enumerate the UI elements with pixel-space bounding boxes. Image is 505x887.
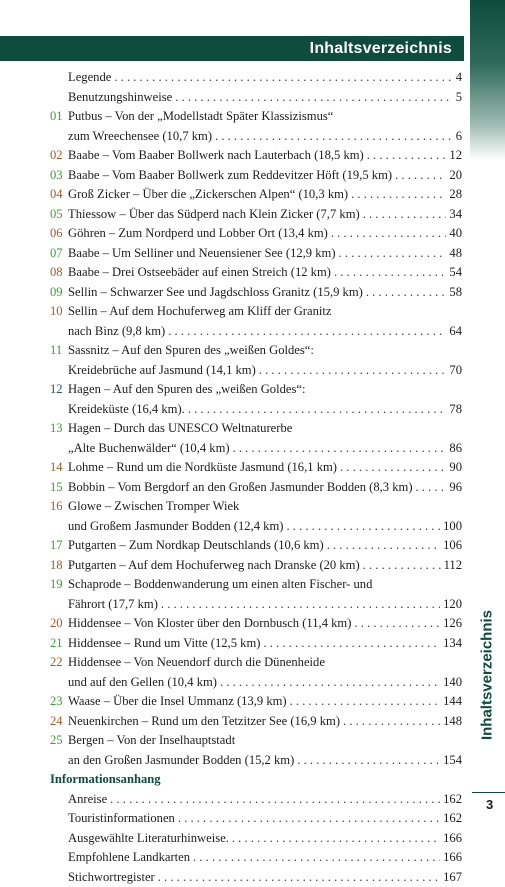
toc-page-number: 144 [443, 692, 462, 712]
toc-entry-title: Bergen – Von der Inselhauptstadt [68, 731, 235, 751]
toc-entry-title: und Großem Jasmunder Bodden (12,4 km) [68, 517, 283, 537]
toc-dot-leader [286, 517, 440, 537]
toc-entry-title: Stichwortregister [68, 868, 155, 887]
toc-dot-leader [259, 361, 447, 381]
toc-entry-title: Ausgewählte Literaturhinweise. [68, 829, 229, 849]
toc-tour-number: 21 [50, 634, 68, 654]
toc-page-number: 28 [449, 185, 462, 205]
toc-row[interactable] [50, 673, 462, 693]
toc-row[interactable] [50, 205, 462, 225]
toc-row[interactable] [50, 244, 462, 264]
toc-row[interactable] [50, 712, 462, 732]
toc-entry-title: Hagen – Durch das UNESCO Weltnaturerbe [68, 419, 292, 439]
toc-row[interactable] [50, 341, 462, 361]
toc-page-number: 106 [443, 536, 462, 556]
toc-dot-leader [343, 712, 440, 732]
toc-page-number: 64 [449, 322, 462, 342]
toc-row[interactable] [50, 497, 462, 517]
toc-entry-title: Anreise [68, 790, 107, 810]
toc-page-number: 54 [449, 263, 462, 283]
toc-page-number: 162 [443, 809, 462, 829]
toc-row[interactable] [50, 302, 462, 322]
page-number-rule [472, 792, 505, 793]
toc-page-number: 148 [443, 712, 462, 732]
toc-entry-title: Sellin – Schwarzer See und Jagdschloss Granitz (15,9 km) [68, 283, 363, 303]
toc-row[interactable] [50, 380, 462, 400]
toc-row[interactable] [50, 68, 462, 88]
toc-row[interactable] [50, 166, 462, 186]
toc-tour-number: 18 [50, 556, 68, 576]
toc-dot-leader [175, 88, 452, 108]
toc-entry-title: Hagen – Auf den Spuren des „weißen Goldes“: [68, 380, 305, 400]
toc-row[interactable] [50, 731, 462, 751]
toc-dot-leader [178, 809, 440, 829]
toc-dot-leader [339, 244, 447, 264]
toc-row[interactable] [50, 634, 462, 654]
toc-row[interactable] [50, 185, 462, 205]
toc-page-number: 100 [443, 517, 462, 537]
toc-dot-leader [232, 829, 440, 849]
toc-row[interactable] [50, 263, 462, 283]
side-section-label [472, 585, 502, 765]
toc-entry-title: zum Wreechensee (10,7 km) [68, 127, 212, 147]
toc-tour-number: 06 [50, 224, 68, 244]
toc-row[interactable] [50, 595, 462, 615]
toc-page-number: 20 [449, 166, 462, 186]
toc-row[interactable] [50, 536, 462, 556]
toc-row[interactable] [50, 146, 462, 166]
toc-entry-title: Schaprode – Boddenwanderung um einen alten Fischer- und [68, 575, 372, 595]
page-title: Inhaltsverzeichnis [310, 36, 452, 61]
toc-row[interactable] [50, 556, 462, 576]
toc-dot-leader [215, 127, 453, 147]
toc-tour-number: 11 [50, 341, 68, 361]
toc-page-number: 12 [449, 146, 462, 166]
toc-tour-number: 20 [50, 614, 68, 634]
toc-dot-leader [193, 848, 440, 868]
toc-row[interactable] [50, 517, 462, 537]
toc-entry-title: Legende [68, 68, 111, 88]
side-tab-gradient [470, 0, 505, 160]
toc-dot-leader [340, 458, 446, 478]
toc-tour-number: 08 [50, 263, 68, 283]
toc-tour-number: 12 [50, 380, 68, 400]
toc-dot-leader [351, 185, 446, 205]
side-label-text: Inhaltsverzeichnis [479, 610, 496, 740]
header-bar [0, 36, 464, 61]
toc-page-number: 90 [449, 458, 462, 478]
toc-tour-number: 17 [50, 536, 68, 556]
toc-entry-title: Kreideküste (16,4 km). [68, 400, 185, 420]
toc-page-number: 167 [443, 868, 462, 887]
toc-entry-title: Putgarten – Zum Nordkap Deutschlands (10,6 km) [68, 536, 324, 556]
toc-entry-title: Hiddensee – Von Neuendorf durch die Dünenheide [68, 653, 325, 673]
toc-entry-title: Putbus – Von der „Modellstadt Später Klassizismus“ [68, 107, 333, 127]
toc-entry-title: Baabe – Vom Baaber Bollwerk zum Reddevitzer Höft (19,5 km) [68, 166, 392, 186]
toc-entry-title: Neuenkirchen – Rund um den Tetzitzer See (16,9 km) [68, 712, 340, 732]
toc-entry-title: Göhren – Zum Nordperd und Lobber Ort (13,4 km) [68, 224, 328, 244]
toc-row[interactable] [50, 829, 462, 849]
toc-entry-title: Bobbin – Vom Bergdorf an den Großen Jasmunder Bodden (8,3 km) [68, 478, 413, 498]
toc-dot-leader [334, 263, 446, 283]
toc-tour-number: 07 [50, 244, 68, 264]
toc-dot-leader [263, 634, 440, 654]
toc-page-number: 86 [449, 439, 462, 459]
toc-row[interactable] [50, 614, 462, 634]
toc-tour-number: 04 [50, 185, 68, 205]
toc-entry-title: Thiessow – Über das Südperd nach Klein Zicker (7,7 km) [68, 205, 360, 225]
toc-entry-title: und auf den Gellen (10,4 km) [68, 673, 217, 693]
toc-dot-leader [366, 283, 447, 303]
toc-entry-title: Fährort (17,7 km) [68, 595, 158, 615]
toc-page-number: 166 [443, 829, 462, 849]
toc-row[interactable] [50, 575, 462, 595]
toc-entry-title: „Alte Buchenwälder“ (10,4 km) [68, 439, 230, 459]
toc-row[interactable] [50, 478, 462, 498]
toc-entry-title: Baabe – Um Selliner und Neuensiener See (12,9 km) [68, 244, 336, 264]
table-of-contents [50, 68, 462, 887]
toc-entry-title: Baabe – Vom Baaber Bollwerk nach Lauterbach (18,5 km) [68, 146, 364, 166]
toc-tour-number: 24 [50, 712, 68, 732]
toc-row[interactable] [50, 809, 462, 829]
toc-tour-number: 19 [50, 575, 68, 595]
toc-page-number: 96 [449, 478, 462, 498]
toc-entry-title: Touristinformationen [68, 809, 175, 829]
toc-entry-title: Waase – Über die Insel Ummanz (13,9 km) [68, 692, 287, 712]
toc-tour-number: 23 [50, 692, 68, 712]
toc-entry-title: Kreidebrüche auf Jasmund (14,1 km) [68, 361, 256, 381]
toc-dot-leader [327, 536, 440, 556]
toc-row[interactable] [50, 692, 462, 712]
toc-entry-title: Lohme – Rund um die Nordküste Jasmund (16,1 km) [68, 458, 337, 478]
toc-dot-leader [297, 751, 440, 771]
toc-section-heading: Informationsanhang [50, 770, 462, 790]
toc-page-number: 78 [449, 400, 462, 420]
toc-row[interactable] [50, 458, 462, 478]
toc-dot-leader [395, 166, 446, 186]
toc-tour-number: 15 [50, 478, 68, 498]
toc-dot-leader [114, 68, 452, 88]
toc-entry-title: Sassnitz – Auf den Spuren des „weißen Goldes“: [68, 341, 314, 361]
toc-row[interactable] [50, 107, 462, 127]
toc-page-number: 126 [443, 614, 462, 634]
toc-entry-title: Empfohlene Landkarten [68, 848, 190, 868]
toc-page-number: 120 [443, 595, 462, 615]
toc-entry-title: Putgarten – Auf dem Hochuferweg nach Dranske (20 km) [68, 556, 360, 576]
toc-row[interactable] [50, 653, 462, 673]
toc-page-number: 48 [449, 244, 462, 264]
toc-page-number: 154 [443, 751, 462, 771]
toc-tour-number: 01 [50, 107, 68, 127]
toc-tour-number: 03 [50, 166, 68, 186]
toc-entry-title: Hiddensee – Rund um Vitte (12,5 km) [68, 634, 260, 654]
toc-dot-leader [233, 439, 447, 459]
toc-entry-title: Benutzungshinweise [68, 88, 172, 108]
toc-entry-title: Groß Zicker – Über die „Zickerschen Alpen“ (10,3 km) [68, 185, 348, 205]
toc-row[interactable] [50, 868, 462, 887]
toc-dot-leader [161, 595, 440, 615]
toc-dot-leader [354, 614, 440, 634]
toc-page-number: 112 [444, 556, 462, 576]
toc-page-number: 162 [443, 790, 462, 810]
toc-page-number: 134 [443, 634, 462, 654]
toc-tour-number: 05 [50, 205, 68, 225]
toc-row[interactable] [50, 127, 462, 147]
toc-row[interactable] [50, 790, 462, 810]
toc-page-number: 40 [449, 224, 462, 244]
toc-dot-leader [416, 478, 447, 498]
toc-page-number: 140 [443, 673, 462, 693]
toc-tour-number: 13 [50, 419, 68, 439]
toc-dot-leader [363, 205, 447, 225]
toc-dot-leader [290, 692, 441, 712]
toc-dot-leader [188, 400, 447, 420]
page-number: 3 [486, 797, 493, 812]
toc-tour-number: 22 [50, 653, 68, 673]
toc-row[interactable] [50, 400, 462, 420]
toc-page-number: 58 [449, 283, 462, 303]
toc-row[interactable] [50, 439, 462, 459]
toc-entry-title: an den Großen Jasmunder Bodden (15,2 km) [68, 751, 294, 771]
toc-dot-leader [363, 556, 441, 576]
toc-tour-number: 09 [50, 283, 68, 303]
toc-tour-number: 16 [50, 497, 68, 517]
toc-page-number: 5 [456, 88, 462, 108]
toc-tour-number: 10 [50, 302, 68, 322]
toc-entry-title: nach Binz (9,8 km) [68, 322, 165, 342]
toc-tour-number: 14 [50, 458, 68, 478]
toc-entry-title: Glowe – Zwischen Tromper Wiek [68, 497, 239, 517]
toc-dot-leader [331, 224, 447, 244]
toc-row[interactable] [50, 322, 462, 342]
toc-page-number: 70 [449, 361, 462, 381]
toc-row[interactable] [50, 848, 462, 868]
toc-dot-leader [110, 790, 440, 810]
toc-row[interactable] [50, 224, 462, 244]
toc-dot-leader [220, 673, 440, 693]
toc-page-number: 34 [449, 205, 462, 225]
toc-row[interactable] [50, 283, 462, 303]
toc-tour-number: 02 [50, 146, 68, 166]
toc-row[interactable] [50, 751, 462, 771]
toc-dot-leader [158, 868, 440, 887]
toc-tour-number: 25 [50, 731, 68, 751]
toc-row[interactable] [50, 88, 462, 108]
toc-dot-leader [168, 322, 446, 342]
toc-row[interactable] [50, 361, 462, 381]
toc-page-number: 6 [456, 127, 462, 147]
toc-entry-title: Baabe – Drei Ostseebäder auf einen Streich (12 km) [68, 263, 331, 283]
toc-entry-title: Sellin – Auf dem Hochuferweg am Kliff der Granitz [68, 302, 331, 322]
toc-page-number: 4 [456, 68, 462, 88]
toc-entry-title: Hiddensee – Von Kloster über den Dornbusch (11,4 km) [68, 614, 351, 634]
toc-row[interactable] [50, 419, 462, 439]
toc-page-number: 166 [443, 848, 462, 868]
toc-dot-leader [367, 146, 447, 166]
